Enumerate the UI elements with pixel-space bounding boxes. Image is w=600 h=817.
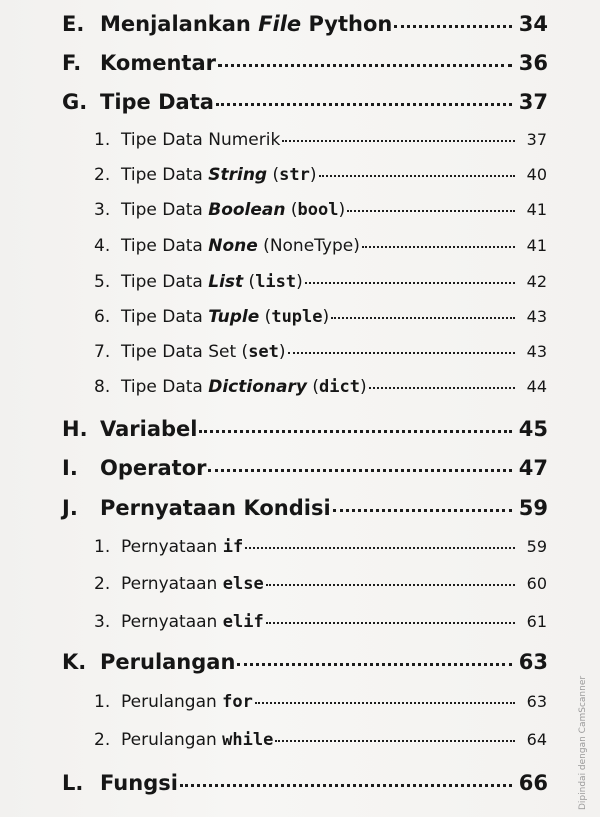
toc-entry-page-number: 37 — [518, 90, 548, 114]
toc-entry-title — [100, 496, 331, 520]
toc-entry-number: 5. — [94, 272, 111, 292]
toc-entry-number: 2. — [94, 730, 111, 750]
toc-entry-title-part: Tipe Data — [121, 307, 209, 327]
toc-entry-title-part: List — [208, 272, 244, 292]
toc-entry-title-part: elif — [222, 612, 264, 632]
toc-entry-title — [121, 307, 329, 327]
toc-entry[interactable] — [94, 200, 547, 220]
toc-entry[interactable] — [62, 456, 548, 480]
toc-entry-number: 6. — [94, 307, 111, 327]
toc-entry[interactable] — [62, 496, 548, 520]
toc-entry-title-part: ) — [278, 342, 286, 362]
toc-entry[interactable] — [62, 90, 548, 114]
toc-entry-title-part: Pernyataan — [121, 574, 223, 594]
toc-entry-number: F. — [62, 51, 82, 75]
toc-entry-title — [121, 377, 367, 397]
toc-entry-title-part: Dictionary — [208, 377, 307, 397]
toc-entry-title-part: ( — [306, 377, 319, 397]
toc-entry-number: 1. — [94, 537, 111, 557]
toc-entry-title-part: Boolean — [208, 200, 286, 220]
toc-entry-title-part: ) — [309, 165, 317, 185]
toc-entry-title-part: Komentar — [100, 51, 216, 75]
toc-entry[interactable] — [94, 537, 547, 557]
toc-leader-dots — [266, 622, 515, 624]
toc-entry-title-part: ( — [259, 307, 272, 327]
toc-entry-title-part: while — [222, 730, 274, 750]
toc-entry-title — [100, 51, 216, 75]
toc-leader-dots — [208, 469, 512, 472]
toc-entry-page-number: 43 — [526, 307, 547, 326]
toc-leader-dots — [347, 210, 515, 212]
toc-entry-page-number: 44 — [526, 377, 547, 396]
toc-entry-title-part: String — [208, 165, 268, 185]
toc-entry-title — [100, 650, 235, 674]
toc-entry-page-number: 59 — [526, 537, 547, 556]
toc-leader-dots — [319, 175, 516, 177]
toc-entry[interactable] — [62, 771, 548, 795]
toc-entry-number: 2. — [94, 165, 111, 185]
toc-entry-page-number: 41 — [526, 200, 547, 219]
toc-entry-title-part: Tipe Data — [121, 200, 209, 220]
toc-leader-dots — [180, 784, 512, 787]
toc-entry-title-part: Pernyataan Kondisi — [100, 496, 331, 520]
toc-entry-number: 2. — [94, 574, 111, 594]
toc-entry-title-part: Pernyataan — [121, 537, 223, 557]
toc-entry-title-part: Tuple — [208, 307, 260, 327]
toc-entry-page-number: 61 — [526, 612, 547, 631]
toc-entry-title-part: Operator — [100, 456, 207, 480]
toc-entry[interactable] — [62, 650, 548, 674]
toc-entry-title-part: set — [248, 342, 279, 362]
toc-entry-title-part: Python — [301, 12, 393, 36]
toc-entry-title-part: Fungsi — [100, 771, 178, 795]
toc-entry-title — [100, 456, 206, 480]
toc-entry[interactable] — [94, 236, 547, 256]
toc-entry-title-part: Tipe Data — [121, 377, 209, 397]
toc-entry-title-part: ( — [285, 200, 298, 220]
toc-entry-page-number: 66 — [518, 771, 548, 795]
toc-leader-dots — [288, 352, 515, 354]
toc-entry-title — [100, 90, 214, 114]
toc-entry-title — [121, 612, 264, 632]
toc-entry-title-part: dict — [318, 377, 360, 397]
toc-leader-dots — [199, 430, 512, 433]
toc-leader-dots — [331, 317, 515, 319]
toc-entry-title — [121, 236, 360, 256]
toc-entry-page-number: 37 — [526, 130, 547, 149]
toc-entry-page-number: 36 — [518, 51, 548, 75]
toc-entry-title-part: Tipe Data Set ( — [121, 342, 249, 362]
toc-entry-page-number: 47 — [518, 456, 548, 480]
toc-entry-page-number: 60 — [526, 574, 547, 593]
toc-entry-title — [100, 12, 392, 36]
toc-entry-title-part: None — [208, 236, 258, 256]
toc-entry-title-part: else — [222, 574, 264, 594]
toc-entry-number: 3. — [94, 200, 111, 220]
toc-entry-page-number: 45 — [518, 417, 548, 441]
toc-entry-number: H. — [62, 417, 88, 441]
toc-entry[interactable] — [94, 692, 547, 712]
toc-entry-title — [121, 200, 345, 220]
toc-entry-title — [121, 165, 317, 185]
toc-entry-title-part: Tipe Data — [100, 90, 214, 114]
toc-entry-page-number: 43 — [526, 342, 547, 361]
toc-entry-page-number: 41 — [526, 236, 547, 255]
scanner-watermark — [578, 530, 594, 810]
toc-entry-title-part: list — [255, 272, 297, 292]
toc-entry-title — [121, 574, 264, 594]
toc-entry-title-part: Tipe Data — [121, 272, 209, 292]
toc-entry-title-part: Perulangan — [100, 650, 236, 674]
toc-entry-page-number: 63 — [526, 692, 547, 711]
toc-entry-title-part: bool — [297, 200, 339, 220]
toc-leader-dots — [237, 663, 512, 666]
toc-entry-number: I. — [62, 456, 78, 480]
toc-entry-title-part: Tipe Data — [121, 236, 209, 256]
toc-entry[interactable] — [62, 12, 548, 36]
toc-entry-title-part: Perulangan — [121, 692, 223, 712]
toc-entry-title-part: (NoneType) — [257, 236, 360, 256]
toc-entry-number: L. — [62, 771, 84, 795]
toc-entry-number: G. — [62, 90, 88, 114]
toc-entry-title-part: Menjalankan — [100, 12, 259, 36]
toc-entry[interactable] — [94, 165, 547, 185]
toc-leader-dots — [216, 103, 512, 106]
toc-entry-title-part: for — [222, 692, 253, 712]
toc-entry[interactable] — [94, 377, 547, 397]
toc-entry-number: E. — [62, 12, 85, 36]
scanner-watermark-text: Dipindai dengan CamScanner — [578, 675, 588, 810]
toc-entry[interactable] — [62, 51, 548, 75]
toc-entry-title-part: Variabel — [100, 417, 198, 441]
toc-leader-dots — [369, 387, 515, 389]
toc-entry-page-number: 42 — [526, 272, 547, 291]
toc-entry-number: J. — [62, 496, 78, 520]
toc-entry-title-part: ) — [338, 200, 346, 220]
toc-entry-title — [100, 417, 197, 441]
toc-entry-number: K. — [62, 650, 87, 674]
toc-leader-dots — [255, 702, 515, 704]
toc-leader-dots — [275, 740, 515, 742]
toc-entry-number: 1. — [94, 130, 111, 150]
toc-leader-dots — [333, 509, 512, 512]
toc-entry-number: 3. — [94, 612, 111, 632]
toc-entry-title-part: tuple — [271, 307, 323, 327]
toc-entry-title-part: ( — [243, 272, 256, 292]
toc-entry[interactable] — [62, 417, 548, 441]
toc-entry[interactable] — [94, 272, 547, 292]
toc-entry-page-number: 63 — [518, 650, 548, 674]
toc-entry-title — [121, 730, 273, 750]
toc-entry-title-part: ( — [267, 165, 280, 185]
toc-entry-title — [121, 537, 243, 557]
toc-entry-page-number: 64 — [526, 730, 547, 749]
toc-entry-title-part: Pernyataan — [121, 612, 223, 632]
toc-entry-title — [100, 771, 178, 795]
toc-entry-page-number: 40 — [526, 165, 547, 184]
toc-entry-title-part: ) — [296, 272, 303, 292]
toc-entry-title-part: ) — [359, 377, 367, 397]
toc-entry-title — [121, 342, 286, 362]
toc-leader-dots — [218, 64, 512, 67]
toc-leader-dots — [394, 25, 512, 28]
toc-entry-title-part: Tipe Data — [121, 165, 209, 185]
toc-leader-dots — [282, 140, 515, 142]
toc-entry[interactable] — [94, 612, 547, 632]
toc-leader-dots — [362, 246, 515, 248]
toc-entry-title — [121, 272, 303, 292]
toc-entry-number: 1. — [94, 692, 111, 712]
toc-entry-title-part: str — [279, 165, 310, 185]
toc-entry-title-part: Perulangan — [121, 730, 223, 750]
toc-entry-number: 8. — [94, 377, 111, 397]
toc-leader-dots — [245, 547, 515, 549]
toc-entry[interactable] — [94, 730, 547, 750]
toc-entry[interactable] — [94, 307, 547, 327]
toc-entry-title-part: Tipe Data Numerik — [121, 130, 281, 150]
toc-leader-dots — [305, 282, 515, 284]
toc-entry-title-part: ) — [322, 307, 330, 327]
toc-entry[interactable] — [94, 574, 547, 594]
toc-entry-number: 7. — [94, 342, 111, 362]
toc-entry-title — [121, 130, 280, 150]
toc-entry[interactable] — [94, 130, 547, 150]
toc-leader-dots — [266, 584, 515, 586]
toc-entry-title-part: if — [222, 537, 244, 557]
toc-entry-page-number: 34 — [518, 12, 548, 36]
toc-entry-title — [121, 692, 253, 712]
toc-entry-title-part: File — [258, 12, 302, 36]
toc-entry-page-number: 59 — [518, 496, 548, 520]
toc-entry-number: 4. — [94, 236, 111, 256]
toc-entry[interactable] — [94, 342, 547, 362]
